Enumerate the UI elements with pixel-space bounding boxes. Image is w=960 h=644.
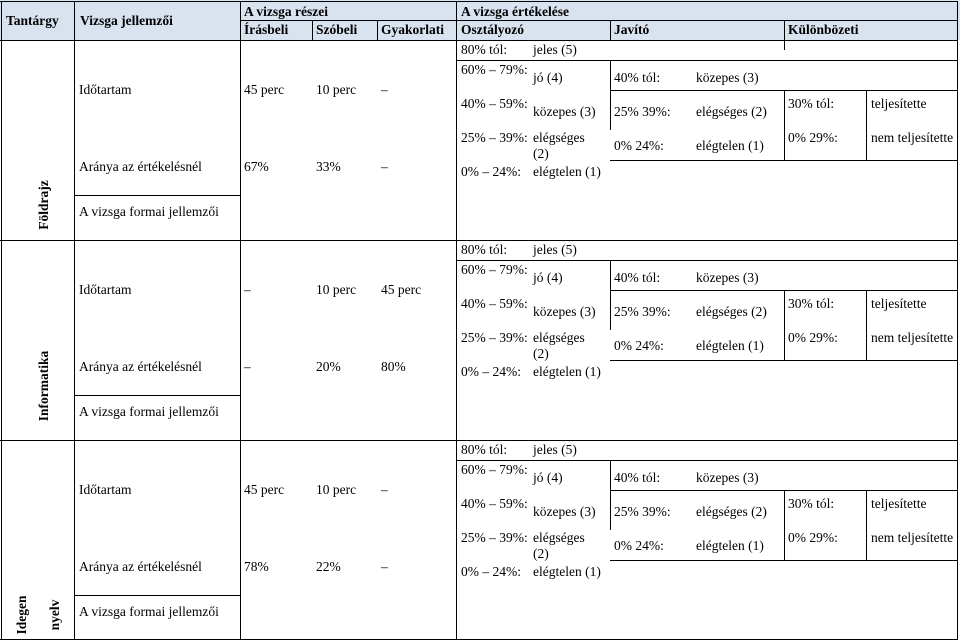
differential-range: 30% tól: [788,496,835,511]
header-subrow-divider [240,20,958,21]
repair-range: 25% 39%: [614,304,671,319]
repair-range: 25% 39%: [614,504,671,519]
repair-range: 0% 24%: [614,538,664,553]
repair-range: 40% tól: [614,470,661,485]
repair-column-divider [610,460,611,530]
parts-evaluation-divider [456,1,457,639]
duration-label: Időtartam [79,482,132,497]
differential-header: Különbözeti [788,22,859,37]
differential-range: 30% tól: [788,96,835,111]
grade-divider [610,260,958,261]
weight-label: Aránya az értékelésnél [79,559,202,574]
header-divider [784,20,785,40]
written-duration: 45 perc [244,82,285,97]
differential-grade: teljesítette [871,96,927,111]
written-weight: 78% [244,559,269,574]
grade-divider [610,160,958,161]
practical-weight: – [381,559,388,574]
classifying-grade: jeles (5) [533,242,577,257]
repair-grade: közepes (3) [696,270,759,285]
repair-grade: elégtelen (1) [696,138,764,153]
grade-divider [610,490,958,491]
oral-duration: 10 perc [316,282,357,297]
classifying-grade: elégtelen (1) [533,164,601,179]
oral-weight: 20% [316,359,341,374]
repair-grade: elégséges (2) [696,104,767,119]
practical-weight: 80% [381,359,406,374]
classifying-grade: elégséges (2) [533,330,585,361]
practical-weight: – [381,159,388,174]
classifying-grade: jó (4) [533,470,563,485]
repair-grade: elégtelen (1) [696,338,764,353]
written-duration: 45 perc [244,482,285,497]
subject-name: nyelv [47,599,62,631]
subject-name: Földrajz [36,180,51,230]
classifying-header: Osztályozó [461,22,524,37]
grade-divider [610,60,958,61]
repair-range: 0% 24%: [614,338,664,353]
classifying-range: 40% – 59%: [461,96,528,111]
differential-grade: nem teljesítette [871,530,954,545]
practical-duration: – [381,482,388,497]
written-duration: – [244,282,251,297]
classifying-range: 40% – 59%: [461,296,528,311]
formal-label: A vizsga formai jellemzői [79,604,219,619]
header-divider [610,20,611,40]
differential-inner-divider [866,90,867,160]
formal-row-divider [74,195,240,196]
classifying-grade: elégtelen (1) [533,564,601,579]
grade-divider [610,360,958,361]
grade-divider [456,460,610,461]
differential-inner-divider [866,490,867,560]
repair-grade: közepes (3) [696,70,759,85]
features-column-divider [240,1,241,639]
formal-row-divider [74,595,240,596]
differential-inner-divider [866,290,867,360]
classifying-range: 25% – 39%: [461,130,528,145]
header-bottom-divider [0,40,958,41]
features-header: Vizsga jellemzői [80,13,173,28]
differential-grade: nem teljesítette [871,130,954,145]
table-bottom-border [0,639,958,640]
table-right-border [957,1,958,639]
subject-header: Tantárgy [6,13,59,28]
differential-column-divider [784,490,785,560]
repair-grade: elégséges (2) [696,504,767,519]
table-top-border [0,1,958,2]
practical-duration: – [381,82,388,97]
grade-divider [456,260,610,261]
grade-divider [456,60,610,61]
differential-grade: teljesítette [871,296,927,311]
written-weight: 67% [244,159,269,174]
classifying-grade: közepes (3) [533,104,596,119]
repair-grade: elégséges (2) [696,304,767,319]
oral-duration: 10 perc [316,82,357,97]
oral-weight: 22% [316,559,341,574]
grade-divider [610,460,958,461]
subject-column-divider [74,1,75,639]
formal-label: A vizsga formai jellemzői [79,204,219,219]
grade-divider [610,560,958,561]
differential-range: 0% 29%: [788,330,838,345]
classifying-grade: jeles (5) [533,442,577,457]
repair-header: Javító [614,22,650,37]
repair-grade: közepes (3) [696,470,759,485]
oral-header: Szóbeli [316,22,358,37]
header-divider [377,20,378,40]
classifying-grade: közepes (3) [533,504,596,519]
classifying-range: 60% – 79%: [461,262,528,277]
evaluation-header: A vizsga értékelése [461,4,569,19]
classifying-range: 0% – 24%: [461,364,521,379]
repair-range: 0% 24%: [614,138,664,153]
differential-grade: teljesítette [871,496,927,511]
table-left-border [1,1,2,639]
grade-divider [610,90,958,91]
subject-name: Informatika [36,350,51,422]
repair-column-divider [610,260,611,330]
subject-divider [0,240,958,241]
classifying-grade: elégséges (2) [533,530,585,561]
duration-label: Időtartam [79,282,132,297]
weight-label: Aránya az értékelésnél [79,159,202,174]
repair-grade: elégtelen (1) [696,538,764,553]
written-header: Írásbeli [244,22,289,37]
differential-column-divider [784,290,785,360]
classifying-range: 60% – 79%: [461,462,528,477]
differential-grade: nem teljesítette [871,330,954,345]
classifying-grade: közepes (3) [533,304,596,319]
classifying-range: 80% tól: [461,42,508,57]
classifying-range: 25% – 39%: [461,330,528,345]
differential-column-divider [784,90,785,160]
differential-range: 0% 29%: [788,130,838,145]
written-weight: – [244,359,251,374]
differential-column-divider [784,40,785,50]
duration-label: Időtartam [79,82,132,97]
subject-name: Idegen [14,595,29,635]
repair-column-divider [610,60,611,130]
classifying-range: 80% tól: [461,242,508,257]
classifying-range: 25% – 39%: [461,530,528,545]
repair-range: 40% tól: [614,270,661,285]
classifying-range: 0% – 24%: [461,164,521,179]
classifying-grade: elégtelen (1) [533,364,601,379]
classifying-grade: jeles (5) [533,42,577,57]
classifying-range: 80% tól: [461,442,508,457]
classifying-grade: jó (4) [533,70,563,85]
classifying-grade: jó (4) [533,270,563,285]
weight-label: Aránya az értékelésnél [79,359,202,374]
oral-duration: 10 perc [316,482,357,497]
oral-weight: 33% [316,159,341,174]
practical-duration: 45 perc [381,282,422,297]
repair-range: 25% 39%: [614,104,671,119]
exam-parts-header: A vizsga részei [244,4,328,19]
classifying-grade: elégséges (2) [533,130,585,161]
classifying-range: 0% – 24%: [461,564,521,579]
formal-label: A vizsga formai jellemzői [79,404,219,419]
classifying-range: 60% – 79%: [461,62,528,77]
grade-divider [610,290,958,291]
formal-row-divider [74,395,240,396]
differential-range: 0% 29%: [788,530,838,545]
repair-range: 40% tól: [614,70,661,85]
header-divider [312,20,313,40]
differential-range: 30% tól: [788,296,835,311]
classifying-range: 40% – 59%: [461,496,528,511]
practical-header: Gyakorlati [381,22,444,37]
subject-divider [0,440,958,441]
